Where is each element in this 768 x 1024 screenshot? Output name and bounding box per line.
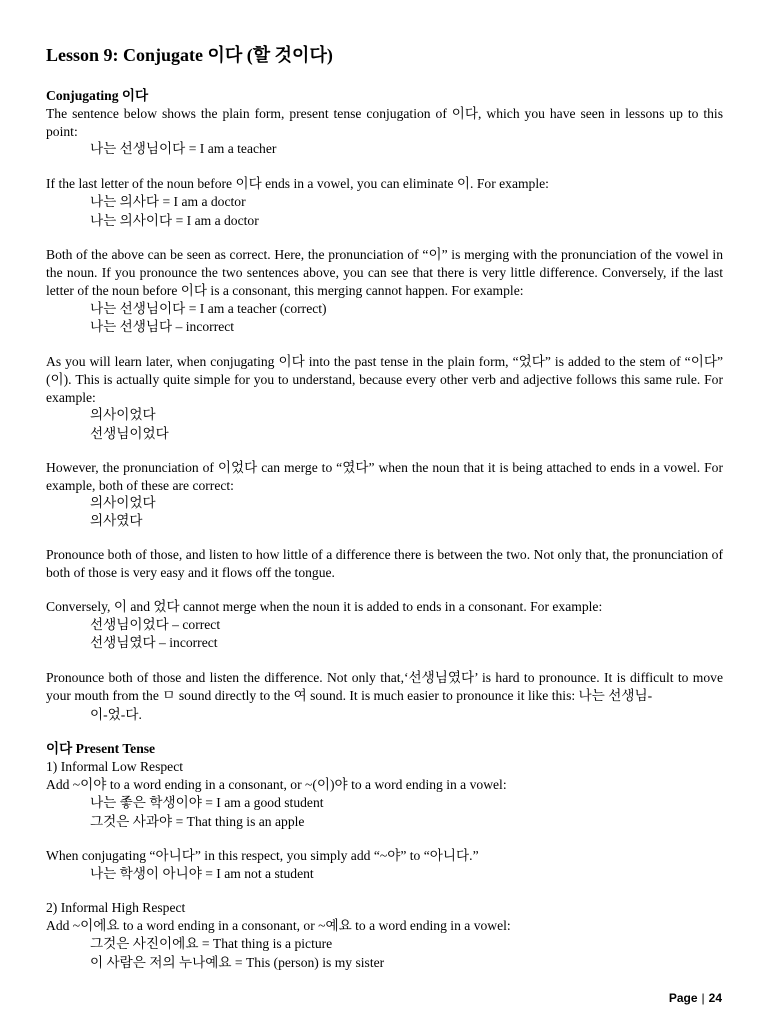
example: 나는 좋은 학생이야 = I am a good student bbox=[90, 795, 324, 810]
page-footer bbox=[669, 989, 722, 1007]
example: 그것은 사진이에요 = That thing is a picture bbox=[90, 936, 333, 951]
paragraph: When conjugating “아니다” in this respect, you simply add “~야” to “아니다.” bbox=[46, 848, 479, 863]
paragraph: The sentence below shows the plain form, present tense conjugation of 이다, which you have seen in lessons up to this point: bbox=[46, 106, 723, 140]
example: 선생님이었다 – correct bbox=[90, 617, 221, 632]
paragraph: Pronounce both of those and listen the difference. Not only that,‘선생님였다’ is hard to pronounce. It is difficult to move your mouth from the ㅁ sound directly to the 여 sound. It is much easier to pronounce it like this: 나는 선생님- bbox=[46, 670, 723, 704]
example: 나는 선생님다 – incorrect bbox=[90, 319, 235, 334]
example: 그것은 사과야 = That thing is an apple bbox=[90, 814, 305, 829]
example: 이 사람은 저의 누나예요 = This (person) is my sister bbox=[90, 955, 385, 970]
section-heading-conjugating: Conjugating 이다 bbox=[46, 88, 149, 103]
example: 나는 선생님이다 = I am a teacher bbox=[90, 141, 277, 156]
page-label: Page bbox=[668, 991, 698, 1005]
example: 선생님였다 – incorrect bbox=[90, 635, 218, 650]
paragraph: Add ~이야 to a word ending in a consonant, or ~(이)야 to a word ending in a vowel: bbox=[46, 777, 507, 792]
lesson-title: Lesson 9: Conjugate 이다 (할 것이다) bbox=[46, 45, 333, 65]
paragraph: Conversely, 이 and 었다 cannot merge when the noun it is added to ends in a consonant. For example: bbox=[46, 599, 603, 614]
subheading: 2) Informal High Respect bbox=[46, 900, 186, 915]
example: 선생님이었다 bbox=[90, 426, 169, 441]
section-heading-present-tense: 이다 Present Tense bbox=[46, 741, 156, 756]
example: 의사였다 bbox=[90, 513, 143, 528]
paragraph: Add ~이에요 to a word ending in a consonant, or ~예요 to a word ending in a vowel: bbox=[46, 918, 511, 933]
example: 나는 학생이 아니야 = I am not a student bbox=[90, 866, 314, 881]
page-number: 24 bbox=[708, 991, 722, 1005]
example: 의사이었다 bbox=[90, 495, 156, 510]
paragraph: Pronounce both of those, and listen to how little of a difference there is between the two. Not only that, the pronunciation of both of those is very easy and it flows off the tongue. bbox=[46, 547, 723, 581]
paragraph: As you will learn later, when conjugating 이다 into the past tense in the plain form, “었다” is added to the stem of “이다” (이). This is actually quite simple for you to understand, because every other verb and adjective follows this same rule. For example: bbox=[46, 354, 723, 406]
paragraph: If the last letter of the noun before 이다 ends in a vowel, you can eliminate 이. For example: bbox=[46, 176, 549, 191]
example: 의사이었다 bbox=[90, 407, 156, 422]
example: 나는 의사이다 = I am a doctor bbox=[90, 213, 259, 228]
page-separator: | bbox=[701, 991, 705, 1005]
example: 나는 선생님이다 = I am a teacher (correct) bbox=[90, 301, 327, 316]
paragraph: Both of the above can be seen as correct. Here, the pronunciation of “이” is merging with the pronunciation of the vowel in the noun. If you pronounce the two sentences above, you can see that there is very little difference. Conversely, if the last letter of the noun before 이다 is a consonant, this merging cannot happen. For example: bbox=[46, 247, 723, 299]
paragraph-continuation: 이-었-다. bbox=[90, 707, 142, 722]
subheading: 1) Informal Low Respect bbox=[46, 759, 184, 774]
example: 나는 의사다 = I am a doctor bbox=[90, 194, 246, 209]
paragraph: However, the pronunciation of 이었다 can merge to “였다” when the noun that it is being attached to ends in a vowel. For example, both of these are correct: bbox=[46, 460, 723, 494]
